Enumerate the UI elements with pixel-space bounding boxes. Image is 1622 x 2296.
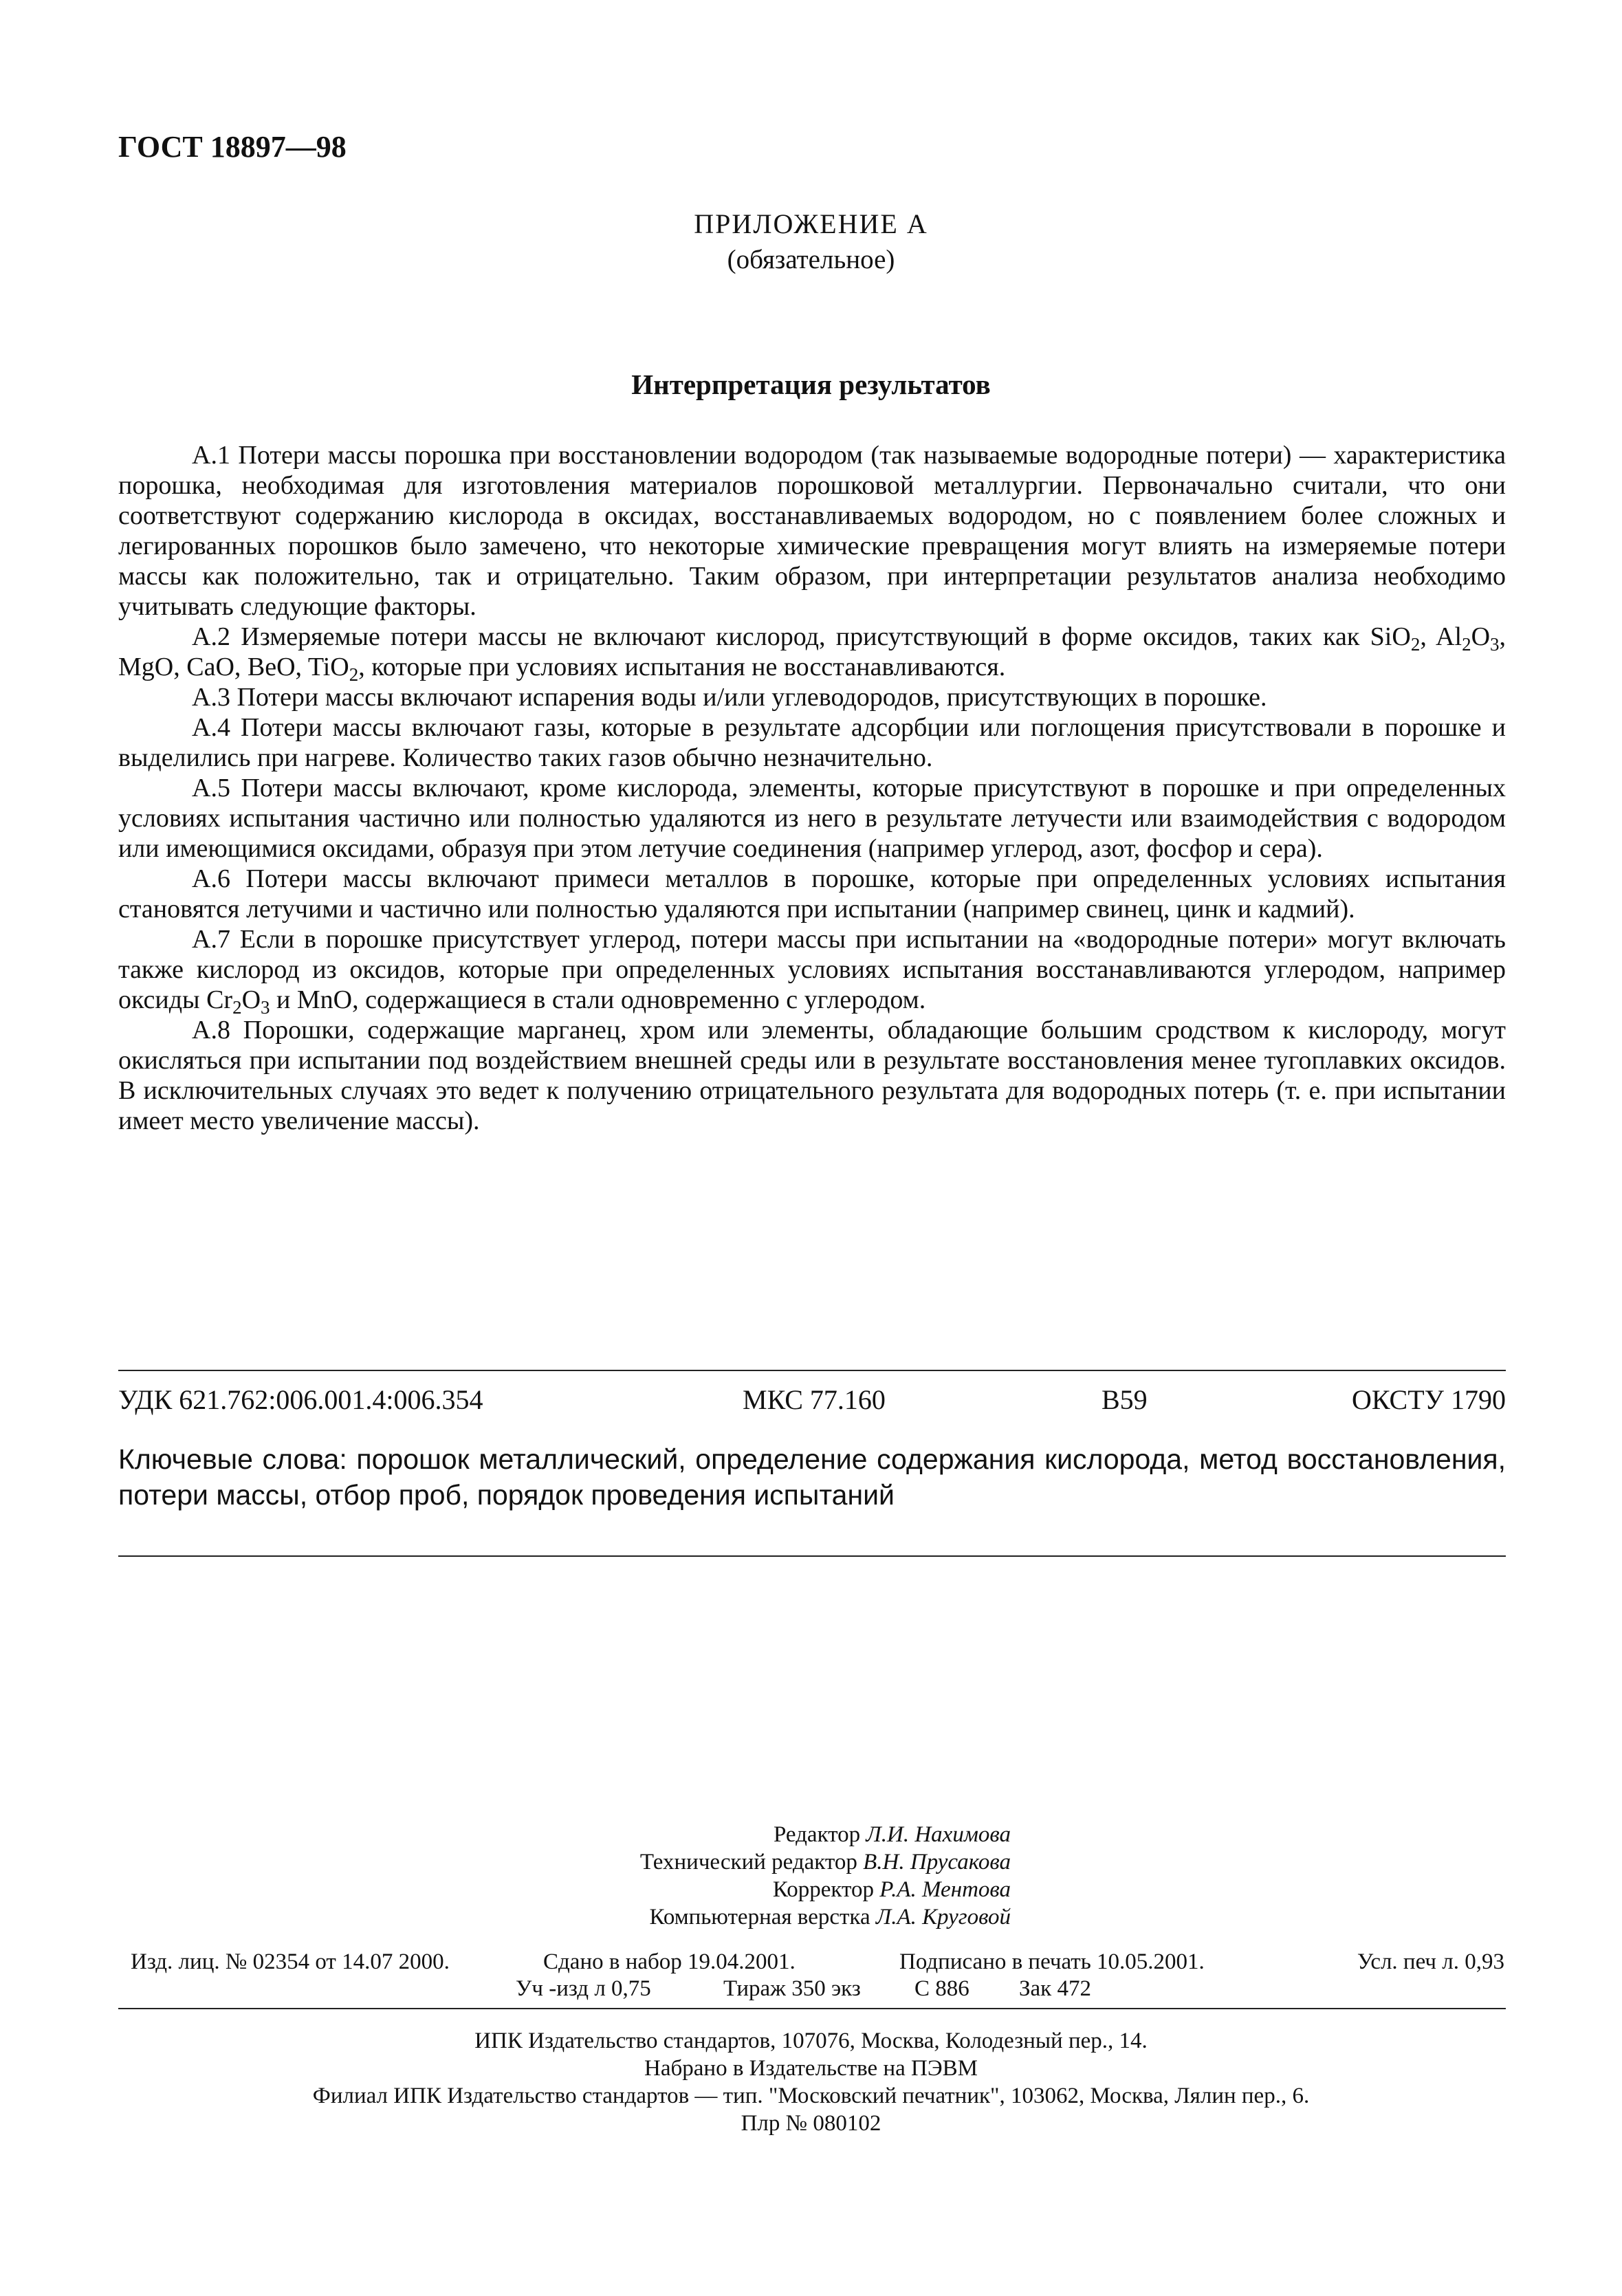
- publication-sheets: Уч -изд л 0,75: [516, 1976, 651, 2001]
- paragraph-a1: А.1 Потери массы порошка при восстановлении водородом (так называемые водородные потери) — характеристика порошка, необходимая для изготовления материалов порошковой металлургии. Первоначально считали, что они соответствуют содержанию кислорода в оксидах, восстанавливаемых водородом, но с появлением более сложных и легированных порошков было замечено, что некоторые химические превращения могут влиять на измеряемые потери массы как положительно, так и отрицательно. Таким образом, при интерпретации результатов анализа необходимо учитывать следующие факторы.: [118, 441, 1506, 621]
- keywords: Ключевые слова: порошок металлический, определение содержания кислорода, метод восстановления, потери массы, отбор проб, порядок проведения испытаний: [118, 1443, 1506, 1511]
- publisher-footer: [0, 2027, 1622, 2137]
- publishing-row-2: [118, 1976, 1506, 2005]
- footer-line-2: Набрано в Издательстве на ПЭВМ: [644, 2056, 978, 2081]
- group-code: В59: [1102, 1384, 1148, 1415]
- appendix-title: ПРИЛОЖЕНИЕ А: [694, 208, 928, 239]
- paragraph-a2: А.2 Измеряемые потери массы не включают кислород, присутствующий в форме оксидов, таких как SiO$_2$, $Al_2O_3$, MgO, CaO, BeO, TiO$_2$, которые при условиях испытания не восстанавливаются.: [118, 622, 1506, 685]
- document-code: ГОСТ 18897—98: [118, 130, 347, 164]
- publishing-row-1: [118, 1949, 1506, 1978]
- appendix-heading: [0, 206, 1622, 278]
- classification-row: [118, 1384, 1506, 1418]
- document-body: [118, 440, 1506, 1136]
- circulation: Тираж 350 экз: [723, 1976, 861, 2001]
- section-title: Интерпретация результатов: [631, 369, 991, 400]
- okstu-code: ОКСТУ 1790: [1351, 1384, 1506, 1415]
- credit-layout: Компьютерная верстка Л.А. Круговой: [649, 1905, 1011, 1929]
- footer-line-4: Плр № 080102: [741, 2111, 881, 2136]
- paragraph-a7: А.7 Если в порошке присутствует углерод, потери массы при испытании на «водородные потери» могут включать также кислород из оксидов, которые при определенных условиях испытания восстанавливаются углеродом, например оксиды $Cr_2O_3$ и MnO, содержащиеся в стали одновременно с углеродом.: [118, 925, 1506, 1018]
- license-info: Изд. лиц. № 02354 от 14.07 2000.: [131, 1949, 450, 1974]
- credit-tech-editor: Технический редактор В.Н. Прусакова: [639, 1850, 1011, 1874]
- c-code: С 886: [914, 1976, 969, 2001]
- order-number: Зак 472: [1019, 1976, 1091, 2001]
- paragraph-a4: А.4 Потери массы включают газы, которые в результате адсорбции или поглощения присутствовали в порошке и выделились при нагреве. Количество таких газов обычно незначительно.: [118, 713, 1506, 772]
- print-sheets: Усл. печ л. 0,93: [1357, 1949, 1504, 1974]
- signed-date: Подписано в печать 10.05.2001.: [899, 1949, 1205, 1974]
- paragraph-a3: А.3 Потери массы включают испарения воды и/или углеводородов, присутствующих в порошке.: [192, 683, 1267, 712]
- divider-publishing: [118, 2008, 1506, 2009]
- credit-corrector: Корректор Р.А. Ментова: [772, 1877, 1011, 1902]
- mks-code: МКС 77.160: [743, 1384, 886, 1415]
- submitted-date: Сдано в набор 19.04.2001.: [543, 1949, 796, 1974]
- credit-editor: Редактор Л.И. Нахимова: [774, 1822, 1011, 1847]
- paragraph-a5: А.5 Потери массы включают, кроме кислорода, элементы, которые присутствуют в порошке и при определенных условиях испытания частично или полностью удаляются из него в результате летучести или взаимодействия с водородом или имеющимися оксидами, образуя при этом летучие соединения (например углерод, азот, фосфор и сера).: [118, 774, 1506, 863]
- credits-block: [481, 1821, 1011, 1931]
- footer-line-1: ИПК Издательство стандартов, 107076, Москва, Колодезный пер., 14.: [474, 2029, 1148, 2053]
- paragraph-a8: А.8 Порошки, содержащие марганец, хром или элементы, обладающие большим сродством к кислороду, могут окисляться при испытании под воздействием внешней среды или в результате восстановления менее тугоплавких оксидов. В исключительных случаях это ведет к получению отрицательного результата для водородных потерь (т. е. при испытании имеет место увеличение массы).: [118, 1016, 1506, 1135]
- footer-line-3: Филиал ИПК Издательство стандартов — тип. "Московский печатник", 103062, Москва, Лялин пер., 6.: [312, 2084, 1310, 2108]
- divider-top: [118, 1370, 1506, 1371]
- udk-code: УДК 621.762:006.001.4:006.354: [118, 1384, 483, 1415]
- appendix-subtitle: (обязательное): [727, 245, 895, 274]
- divider-keywords: [118, 1555, 1506, 1557]
- paragraph-a6: А.6 Потери массы включают примеси металлов в порошке, которые при определенных условиях испытания становятся летучими и частично или полностью удаляются при испытании (например свинец, цинк и кадмий).: [118, 864, 1506, 923]
